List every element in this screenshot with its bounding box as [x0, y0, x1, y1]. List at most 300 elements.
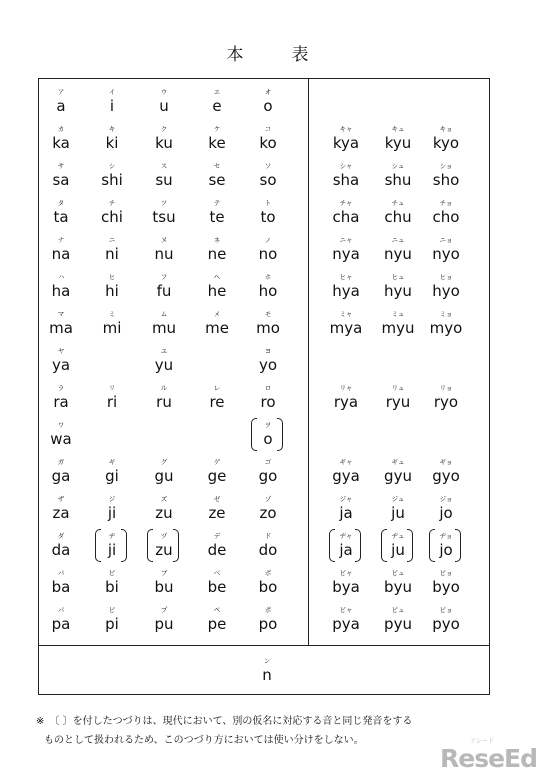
table-cell	[321, 199, 371, 233]
romaji-label: re	[209, 393, 225, 411]
kana-label: リュ	[391, 384, 405, 392]
romaji-label: za	[52, 504, 70, 522]
kana-label: セ	[213, 162, 221, 170]
kana-label: ヂャ	[339, 532, 353, 540]
table-cell	[321, 384, 371, 418]
romaji-label: ru	[156, 393, 172, 411]
kana-label: ズ	[160, 495, 168, 503]
romaji-label: pyo	[432, 615, 460, 633]
table-cell	[139, 310, 189, 344]
kana-label: ツ	[160, 199, 168, 207]
romaji-label: cho	[432, 208, 460, 226]
romaji-label: kya	[332, 134, 360, 152]
kana-label: ヌ	[160, 236, 168, 244]
kana-label: キュ	[391, 125, 405, 133]
romaji-label: ra	[53, 393, 69, 411]
romaji-label: mi	[102, 319, 122, 337]
romaji-label: tsu	[152, 208, 176, 226]
kana-label: ジ	[108, 495, 116, 503]
kana-label: ソ	[264, 162, 272, 170]
kana-label: レ	[213, 384, 221, 392]
kana-label: グ	[160, 458, 168, 466]
kana-label: ニョ	[439, 236, 453, 244]
bracket-mark	[429, 529, 461, 562]
romaji-label: sa	[52, 171, 70, 189]
kana-label: ジャ	[339, 495, 353, 503]
table-cell	[87, 569, 137, 603]
kana-label: ギャ	[339, 458, 353, 466]
romaji-label: se	[208, 171, 226, 189]
romaji-label: n	[262, 666, 272, 684]
table-cell	[192, 162, 242, 196]
table-cell	[192, 310, 242, 344]
kana-label: ワ	[57, 421, 65, 429]
romaji-label: byo	[432, 578, 460, 596]
kana-label: リャ	[339, 384, 353, 392]
watermark-text: ReseEd	[440, 744, 537, 773]
romaji-label: e	[212, 97, 222, 115]
table-cell	[192, 569, 242, 603]
table-cell	[243, 606, 293, 640]
table-cell	[36, 162, 86, 196]
kana-label: ゲ	[213, 458, 221, 466]
romaji-label: mo	[256, 319, 280, 337]
romaji-label: to	[260, 208, 276, 226]
table-cell	[373, 532, 423, 566]
table-cell	[192, 606, 242, 640]
kana-label: ポ	[264, 606, 272, 614]
table-cell	[139, 347, 189, 381]
romaji-label: zo	[259, 504, 277, 522]
table-cell	[243, 495, 293, 529]
romaji-label: go	[258, 467, 278, 485]
kana-label: ヲ	[264, 421, 272, 429]
kana-label: タ	[57, 199, 65, 207]
kana-label: ヒュ	[391, 273, 405, 281]
romaji-label: nya	[332, 245, 360, 263]
table-cell	[87, 384, 137, 418]
table-cell	[87, 273, 137, 307]
romaji-label: o	[263, 430, 273, 448]
romaji-label: ji	[107, 541, 117, 559]
kana-label: ウ	[160, 88, 168, 96]
kana-label: オ	[264, 88, 272, 96]
table-cell	[36, 273, 86, 307]
watermark-logo	[440, 738, 537, 773]
table-cell	[87, 458, 137, 492]
table-cell	[243, 310, 293, 344]
romaji-label: byu	[384, 578, 412, 596]
romaji-label: ke	[208, 134, 226, 152]
kana-label: コ	[264, 125, 272, 133]
romaji-label: o	[263, 97, 273, 115]
romaji-label: chi	[101, 208, 123, 226]
kana-label: ミョ	[439, 310, 453, 318]
table-cell	[373, 199, 423, 233]
table-cell	[373, 310, 423, 344]
romaji-label: bi	[105, 578, 119, 596]
table-cell	[373, 125, 423, 159]
kana-label: ラ	[57, 384, 65, 392]
kana-label: ギ	[108, 458, 116, 466]
table-cell	[243, 236, 293, 270]
kana-label: ヂョ	[439, 532, 453, 540]
romaji-label: po	[258, 615, 278, 633]
table-cell	[421, 273, 471, 307]
kana-label: ロ	[264, 384, 272, 392]
footnote	[36, 712, 506, 750]
kana-label: ビ	[108, 569, 116, 577]
table-cell	[87, 199, 137, 233]
table-cell	[36, 310, 86, 344]
romaji-label: rya	[333, 393, 359, 411]
kana-label: ショ	[439, 162, 453, 170]
romaji-label: be	[207, 578, 227, 596]
table-cell	[36, 532, 86, 566]
romaji-label: te	[209, 208, 225, 226]
kana-label: ル	[160, 384, 168, 392]
romaji-label: cha	[332, 208, 360, 226]
kana-label: ヨ	[264, 347, 272, 355]
table-cell	[36, 347, 86, 381]
romaji-label: ki	[105, 134, 119, 152]
table-cell	[192, 236, 242, 270]
kana-label: ゾ	[264, 495, 272, 503]
romaji-label: pu	[154, 615, 174, 633]
table-cell	[321, 532, 371, 566]
kana-label: チ	[108, 199, 116, 207]
romaji-label: bya	[332, 578, 360, 596]
romaji-label: ro	[260, 393, 276, 411]
kana-label: バ	[57, 569, 65, 577]
title-char-1: 本	[226, 45, 246, 65]
kana-label: ム	[160, 310, 168, 318]
romaji-label: chu	[384, 208, 412, 226]
table-cell	[321, 495, 371, 529]
romaji-label: pyu	[384, 615, 412, 633]
footnote-line-1: 〔 〕を付したつづりは、現代において、別の仮名に対応する音と同じ発音をする	[54, 716, 413, 727]
table-cell	[243, 384, 293, 418]
romaji-label: bu	[154, 578, 174, 596]
kana-label: ピョ	[439, 606, 453, 614]
table-cell	[321, 310, 371, 344]
romaji-label: hyo	[432, 282, 460, 300]
table-cell	[421, 310, 471, 344]
table-cell	[421, 569, 471, 603]
table-cell	[373, 273, 423, 307]
romaji-label: shu	[384, 171, 412, 189]
table-cell	[373, 606, 423, 640]
table-cell	[421, 606, 471, 640]
romaji-label: yu	[154, 356, 174, 374]
kana-label: ハ	[57, 273, 65, 281]
romaji-label: nyu	[384, 245, 412, 263]
table-cell	[243, 532, 293, 566]
romaji-label: hyu	[384, 282, 412, 300]
kana-label: ユ	[160, 347, 168, 355]
kana-label: ボ	[264, 569, 272, 577]
romaji-label: fu	[156, 282, 172, 300]
romaji-label: ryu	[385, 393, 411, 411]
romaji-label: ta	[53, 208, 69, 226]
romaji-label: nyo	[432, 245, 460, 263]
romaji-label: ka	[52, 134, 70, 152]
romaji-label: gyo	[432, 467, 460, 485]
romaji-label: pa	[51, 615, 71, 633]
romaji-label: mya	[329, 319, 363, 337]
row-divider	[39, 645, 489, 646]
kana-label: ネ	[213, 236, 221, 244]
romaji-label: a	[56, 97, 66, 115]
table-cell	[36, 421, 86, 455]
table-cell	[243, 347, 293, 381]
kana-label: ミ	[108, 310, 116, 318]
table-cell	[139, 458, 189, 492]
table-cell	[421, 495, 471, 529]
table-cell	[36, 495, 86, 529]
kana-label: キョ	[439, 125, 453, 133]
romaji-label: u	[159, 97, 169, 115]
table-cell	[36, 458, 86, 492]
table-cell	[421, 532, 471, 566]
kana-label: ニャ	[339, 236, 353, 244]
kana-label: ギュ	[391, 458, 405, 466]
romaji-label: ya	[51, 356, 71, 374]
kana-label: チョ	[439, 199, 453, 207]
table-cell	[192, 199, 242, 233]
table-cell	[36, 569, 86, 603]
kana-label: ヘ	[213, 273, 221, 281]
kana-label: ブ	[160, 569, 168, 577]
kana-label: ザ	[57, 495, 65, 503]
romaji-label: ma	[49, 319, 73, 337]
table-cell	[421, 125, 471, 159]
table-cell	[36, 606, 86, 640]
kana-label: ビョ	[439, 569, 453, 577]
table-cell	[87, 125, 137, 159]
bracket-mark	[251, 418, 283, 451]
table-cell	[243, 162, 293, 196]
kana-label: ゼ	[213, 495, 221, 503]
romaji-label: ju	[391, 504, 405, 522]
table-cell	[421, 199, 471, 233]
table-cell	[36, 125, 86, 159]
romaji-label: ku	[155, 134, 173, 152]
table-cell	[321, 569, 371, 603]
kana-label: ジョ	[439, 495, 453, 503]
romaji-label: no	[258, 245, 278, 263]
table-cell	[421, 162, 471, 196]
romaji-label: mu	[151, 319, 177, 337]
romaji-label: gi	[105, 467, 119, 485]
romaji-label: ju	[391, 541, 405, 559]
romaji-label: pe	[207, 615, 227, 633]
table-cell	[192, 125, 242, 159]
table-cell	[192, 495, 242, 529]
bracket-mark	[329, 529, 361, 562]
romaji-label: pya	[332, 615, 360, 633]
table-cell	[87, 495, 137, 529]
table-cell	[321, 273, 371, 307]
kana-label: ミュ	[391, 310, 405, 318]
table-cell	[192, 273, 242, 307]
title-char-2: 表	[291, 45, 311, 65]
kana-label: ピ	[108, 606, 116, 614]
kana-label: ケ	[213, 125, 221, 133]
romaji-label: me	[205, 319, 229, 337]
table-cell	[139, 199, 189, 233]
kana-label: チャ	[339, 199, 353, 207]
table-cell	[321, 162, 371, 196]
kana-label: メ	[213, 310, 221, 318]
kana-label: ヂ	[108, 532, 116, 540]
table-cell	[243, 125, 293, 159]
bracket-mark	[95, 529, 127, 562]
kana-label: ノ	[264, 236, 272, 244]
table-cell	[243, 88, 293, 122]
kana-label: モ	[264, 310, 272, 318]
kana-label: パ	[57, 606, 65, 614]
kana-label: ヂュ	[391, 532, 405, 540]
kana-label: ギョ	[439, 458, 453, 466]
romaji-label: ja	[339, 541, 353, 559]
table-cell	[36, 199, 86, 233]
romaji-label: jo	[439, 541, 453, 559]
table-cell	[139, 606, 189, 640]
kana-label: ビュ	[391, 569, 405, 577]
romaji-label: so	[259, 171, 277, 189]
kana-label: マ	[57, 310, 65, 318]
kana-label: シャ	[339, 162, 353, 170]
table-cell	[321, 125, 371, 159]
kana-label: チュ	[391, 199, 405, 207]
romaji-label: su	[155, 171, 173, 189]
table-cell	[87, 236, 137, 270]
romaji-label: myo	[429, 319, 463, 337]
romaji-label: yo	[258, 356, 278, 374]
table-cell	[87, 310, 137, 344]
table-cell	[87, 162, 137, 196]
column-divider	[308, 79, 309, 646]
kana-label: ニ	[108, 236, 116, 244]
page-title	[0, 40, 537, 65]
romaji-label: ho	[258, 282, 278, 300]
kana-label: ヒョ	[439, 273, 453, 281]
kana-label: ニュ	[391, 236, 405, 244]
romaji-label: nu	[154, 245, 174, 263]
table-cell	[139, 236, 189, 270]
table-cell	[421, 458, 471, 492]
kana-label: ヒ	[108, 273, 116, 281]
table-cell	[192, 532, 242, 566]
romaji-label: de	[207, 541, 227, 559]
table-cell	[36, 88, 86, 122]
kana-label: ナ	[57, 236, 65, 244]
kana-label: ヒャ	[339, 273, 353, 281]
kana-label: ア	[57, 88, 65, 96]
romaji-label: ga	[51, 467, 71, 485]
kana-label: ス	[160, 162, 168, 170]
kana-label: ダ	[57, 532, 65, 540]
romaji-label: kyu	[384, 134, 412, 152]
kana-label: イ	[108, 88, 116, 96]
watermark-subtext: リシード	[470, 738, 495, 745]
table-cell	[139, 273, 189, 307]
kana-label: シュ	[391, 162, 405, 170]
romaji-label: ha	[51, 282, 71, 300]
table-cell	[321, 236, 371, 270]
kana-label: ヅ	[160, 532, 168, 540]
kana-label: キャ	[339, 125, 353, 133]
romaji-label: jo	[439, 504, 453, 522]
kana-label: プ	[160, 606, 168, 614]
romaji-label: pi	[105, 615, 119, 633]
table-cell	[373, 458, 423, 492]
table-cell	[36, 236, 86, 270]
table-cell	[243, 569, 293, 603]
kana-label: ゴ	[264, 458, 272, 466]
romaji-label: gu	[154, 467, 174, 485]
table-cell	[321, 606, 371, 640]
kana-label: ヤ	[57, 347, 65, 355]
romaji-label: gyu	[384, 467, 412, 485]
footnote-line-2: ものとして扱われるため、このつづり方においては使い分けをしない。	[44, 735, 364, 746]
table-cell	[139, 88, 189, 122]
romaji-label: bo	[258, 578, 278, 596]
kana-label: キ	[108, 125, 116, 133]
kana-label: テ	[213, 199, 221, 207]
table-cell	[421, 384, 471, 418]
romaji-label: ko	[259, 134, 277, 152]
kana-label: リ	[108, 384, 116, 392]
kana-label: カ	[57, 125, 65, 133]
kana-label: ミャ	[339, 310, 353, 318]
romaji-label: da	[51, 541, 71, 559]
table-cell	[139, 384, 189, 418]
table-cell	[321, 458, 371, 492]
romaji-label: ryo	[433, 393, 459, 411]
kana-label: ジュ	[391, 495, 405, 503]
romaji-label: ja	[339, 504, 353, 522]
kana-label: ク	[160, 125, 168, 133]
table-cell	[242, 657, 292, 691]
bracket-mark	[147, 529, 179, 562]
kana-label: ビャ	[339, 569, 353, 577]
table-cell	[192, 88, 242, 122]
romaji-label: ji	[107, 504, 117, 522]
kana-label: ガ	[57, 458, 65, 466]
romaji-label: ba	[51, 578, 71, 596]
kana-label: リョ	[439, 384, 453, 392]
romaji-label: ri	[106, 393, 118, 411]
kana-label: ド	[264, 532, 272, 540]
table-cell	[243, 458, 293, 492]
table-cell	[139, 125, 189, 159]
romaji-label: i	[109, 97, 115, 115]
table-cell	[373, 162, 423, 196]
kana-label: サ	[57, 162, 65, 170]
romaji-label: wa	[50, 430, 72, 448]
romaji-label: hya	[332, 282, 360, 300]
romaji-label: ge	[207, 467, 227, 485]
table-cell	[243, 273, 293, 307]
romaji-label: ne	[207, 245, 227, 263]
romaji-label: do	[258, 541, 278, 559]
romaji-label: hi	[105, 282, 119, 300]
table-cell	[87, 532, 137, 566]
kana-label: ピャ	[339, 606, 353, 614]
table-cell	[139, 495, 189, 529]
